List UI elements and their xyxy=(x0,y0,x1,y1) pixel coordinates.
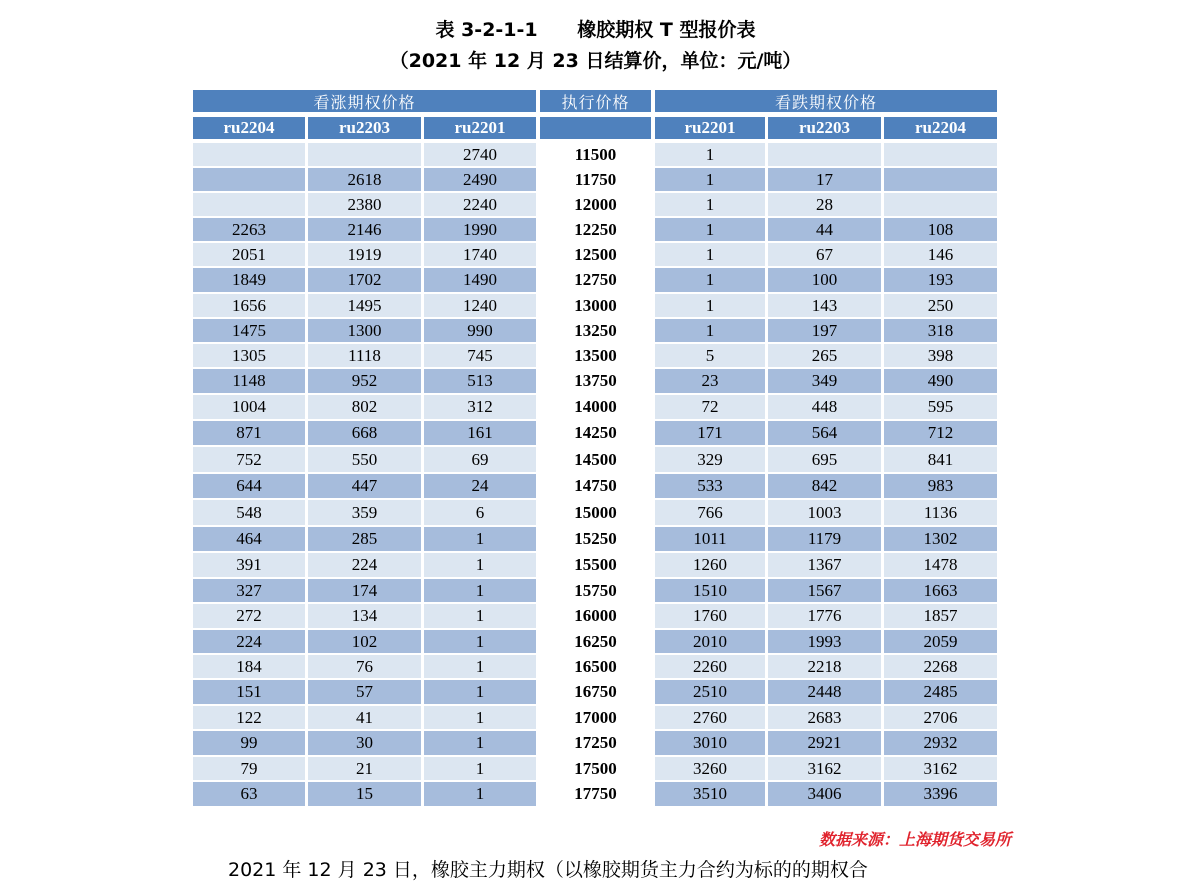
put-ru2203-cell: 44 xyxy=(768,218,881,241)
call-ru2201-cell: 1740 xyxy=(424,243,536,266)
call-ru2201-cell: 24 xyxy=(424,474,536,498)
call-ru2201-cell: 1990 xyxy=(424,218,536,241)
put-contract-header: ru2203 xyxy=(768,117,881,139)
call-ru2203-cell: 1118 xyxy=(308,344,421,367)
data-source-note: 数据来源：上海期货交易所 xyxy=(818,830,1011,849)
call-ru2201-cell: 1 xyxy=(424,731,536,755)
put-ru2204-cell: 2932 xyxy=(884,731,997,755)
call-ru2203-cell: 21 xyxy=(308,757,421,780)
put-ru2203-cell: 1367 xyxy=(768,553,881,577)
put-ru2204-cell: 2485 xyxy=(884,680,997,704)
put-ru2204-cell: 2268 xyxy=(884,655,997,678)
put-ru2201-cell: 1 xyxy=(655,268,765,292)
call-ru2201-cell: 69 xyxy=(424,447,536,472)
put-contract-header: ru2204 xyxy=(884,117,997,139)
table-row xyxy=(193,168,997,193)
call-ru2201-cell: 1 xyxy=(424,604,536,628)
strike-price-cell: 16000 xyxy=(540,604,651,628)
put-ru2203-cell: 349 xyxy=(768,369,881,393)
table-row xyxy=(193,757,997,782)
put-contract-header: ru2201 xyxy=(655,117,765,139)
strike-price-cell: 15250 xyxy=(540,527,651,551)
strike-price-cell: 17750 xyxy=(540,782,651,806)
call-ru2201-cell: 1 xyxy=(424,527,536,551)
put-ru2203-cell: 17 xyxy=(768,168,881,191)
call-ru2203-cell xyxy=(308,143,421,166)
table-row xyxy=(193,731,997,757)
put-ru2201-cell: 2010 xyxy=(655,630,765,653)
put-ru2203-cell: 3162 xyxy=(768,757,881,780)
put-ru2204-cell: 2059 xyxy=(884,630,997,653)
put-ru2204-cell xyxy=(884,193,997,216)
put-ru2201-cell: 1510 xyxy=(655,579,765,602)
call-ru2201-cell: 1 xyxy=(424,680,536,704)
put-ru2203-cell: 842 xyxy=(768,474,881,498)
put-ru2203-cell: 197 xyxy=(768,319,881,342)
call-ru2204-cell: 1004 xyxy=(193,395,305,419)
put-ru2201-cell: 766 xyxy=(655,500,765,525)
call-ru2203-cell: 224 xyxy=(308,553,421,577)
strike-price-cell: 14500 xyxy=(540,447,651,472)
put-ru2203-cell: 3406 xyxy=(768,782,881,806)
call-ru2201-cell: 2740 xyxy=(424,143,536,166)
strike-price-cell: 17250 xyxy=(540,731,651,755)
call-ru2203-cell: 41 xyxy=(308,706,421,729)
call-ru2203-cell: 1702 xyxy=(308,268,421,292)
table-row xyxy=(193,474,997,500)
table-row xyxy=(193,218,997,243)
call-ru2204-cell: 548 xyxy=(193,500,305,525)
call-ru2203-cell: 359 xyxy=(308,500,421,525)
strike-price-cell: 14750 xyxy=(540,474,651,498)
table-row xyxy=(193,680,997,706)
put-ru2201-cell: 1 xyxy=(655,168,765,191)
call-ru2204-cell: 327 xyxy=(193,579,305,602)
call-ru2204-cell: 2263 xyxy=(193,218,305,241)
call-ru2203-cell: 2618 xyxy=(308,168,421,191)
strike-price-cell: 11750 xyxy=(540,168,651,191)
put-ru2204-cell: 3162 xyxy=(884,757,997,780)
call-ru2201-cell: 1 xyxy=(424,655,536,678)
strike-price-cell: 16750 xyxy=(540,680,651,704)
strike-price-cell: 15500 xyxy=(540,553,651,577)
call-ru2203-cell: 1300 xyxy=(308,319,421,342)
table-row xyxy=(193,604,997,630)
table-row xyxy=(193,268,997,294)
strike-price-cell: 15000 xyxy=(540,500,651,525)
put-ru2203-cell: 1179 xyxy=(768,527,881,551)
call-ru2203-cell: 30 xyxy=(308,731,421,755)
put-ru2204-cell xyxy=(884,143,997,166)
table-row xyxy=(193,344,997,369)
call-ru2204-cell: 2051 xyxy=(193,243,305,266)
call-ru2201-cell: 1 xyxy=(424,630,536,653)
put-ru2201-cell: 1 xyxy=(655,218,765,241)
table-row xyxy=(193,782,997,808)
table-row xyxy=(193,243,997,268)
put-ru2204-cell: 1857 xyxy=(884,604,997,628)
put-ru2201-cell: 3510 xyxy=(655,782,765,806)
put-ru2203-cell: 1003 xyxy=(768,500,881,525)
strike-price-cell: 12500 xyxy=(540,243,651,266)
put-ru2204-cell: 3396 xyxy=(884,782,997,806)
put-ru2203-cell: 2921 xyxy=(768,731,881,755)
strike-price-cell: 17500 xyxy=(540,757,651,780)
put-ru2204-cell: 1478 xyxy=(884,553,997,577)
call-ru2203-cell: 285 xyxy=(308,527,421,551)
put-ru2203-cell: 28 xyxy=(768,193,881,216)
put-ru2201-cell: 329 xyxy=(655,447,765,472)
put-ru2201-cell: 533 xyxy=(655,474,765,498)
call-ru2204-cell: 391 xyxy=(193,553,305,577)
put-ru2204-cell: 146 xyxy=(884,243,997,266)
call-contract-header: ru2204 xyxy=(193,117,305,139)
call-ru2203-cell: 57 xyxy=(308,680,421,704)
call-ru2203-cell: 15 xyxy=(308,782,421,806)
call-ru2204-cell: 752 xyxy=(193,447,305,472)
call-ru2204-cell: 464 xyxy=(193,527,305,551)
body-paragraph: 2021 年 12 月 23 日，橡胶主力期权（以橡胶期货主力合约为标的的期权合 xyxy=(228,859,868,881)
put-ru2203-cell: 1993 xyxy=(768,630,881,653)
call-ru2201-cell: 990 xyxy=(424,319,536,342)
put-ru2204-cell: 318 xyxy=(884,319,997,342)
call-ru2204-cell: 224 xyxy=(193,630,305,653)
put-ru2201-cell: 1 xyxy=(655,243,765,266)
call-ru2204-cell: 871 xyxy=(193,421,305,445)
put-ru2203-cell: 1567 xyxy=(768,579,881,602)
put-ru2203-cell xyxy=(768,143,881,166)
put-ru2204-cell: 193 xyxy=(884,268,997,292)
put-ru2201-cell: 1760 xyxy=(655,604,765,628)
call-ru2204-cell: 1475 xyxy=(193,319,305,342)
put-ru2201-cell: 2760 xyxy=(655,706,765,729)
put-ru2201-cell: 171 xyxy=(655,421,765,445)
put-ru2204-cell: 490 xyxy=(884,369,997,393)
call-ru2203-cell: 2380 xyxy=(308,193,421,216)
call-ru2201-cell: 513 xyxy=(424,369,536,393)
strike-price-cell: 14250 xyxy=(540,421,651,445)
table-title: 表 3-2-1-1 橡胶期权 T 型报价表 xyxy=(435,19,756,41)
put-ru2204-cell: 1663 xyxy=(884,579,997,602)
strike-price-cell: 16500 xyxy=(540,655,651,678)
call-ru2204-cell: 79 xyxy=(193,757,305,780)
call-ru2204-cell: 99 xyxy=(193,731,305,755)
call-ru2201-cell: 6 xyxy=(424,500,536,525)
put-ru2204-cell: 1136 xyxy=(884,500,997,525)
strike-section-header: 执行价格 xyxy=(540,90,651,112)
call-contract-header: ru2201 xyxy=(424,117,536,139)
table-row xyxy=(193,447,997,474)
call-ru2203-cell: 447 xyxy=(308,474,421,498)
put-ru2203-cell: 2448 xyxy=(768,680,881,704)
table-row xyxy=(193,579,997,604)
put-ru2201-cell: 2260 xyxy=(655,655,765,678)
call-ru2201-cell: 1490 xyxy=(424,268,536,292)
put-ru2201-cell: 1 xyxy=(655,143,765,166)
call-ru2203-cell: 952 xyxy=(308,369,421,393)
strike-price-cell: 13000 xyxy=(540,294,651,317)
call-ru2204-cell xyxy=(193,193,305,216)
put-section-header: 看跌期权价格 xyxy=(655,90,997,112)
put-ru2201-cell: 3010 xyxy=(655,731,765,755)
call-section-header: 看涨期权价格 xyxy=(193,90,536,112)
call-ru2204-cell: 151 xyxy=(193,680,305,704)
call-ru2201-cell: 1 xyxy=(424,782,536,806)
table-row xyxy=(193,553,997,579)
put-ru2203-cell: 695 xyxy=(768,447,881,472)
call-ru2203-cell: 174 xyxy=(308,579,421,602)
put-ru2204-cell: 983 xyxy=(884,474,997,498)
table-row xyxy=(193,500,997,527)
put-ru2201-cell: 2510 xyxy=(655,680,765,704)
table-row xyxy=(193,193,997,218)
put-ru2203-cell: 67 xyxy=(768,243,881,266)
strike-price-cell: 13750 xyxy=(540,369,651,393)
call-ru2201-cell: 2240 xyxy=(424,193,536,216)
table-row xyxy=(193,369,997,395)
call-ru2204-cell: 1305 xyxy=(193,344,305,367)
call-ru2201-cell: 161 xyxy=(424,421,536,445)
put-ru2203-cell: 448 xyxy=(768,395,881,419)
put-ru2201-cell: 1260 xyxy=(655,553,765,577)
call-ru2201-cell: 1 xyxy=(424,553,536,577)
table-row xyxy=(193,395,997,421)
put-ru2204-cell xyxy=(884,168,997,191)
put-ru2203-cell: 1776 xyxy=(768,604,881,628)
table-row xyxy=(193,706,997,731)
strike-price-cell: 12250 xyxy=(540,218,651,241)
put-ru2201-cell: 1 xyxy=(655,193,765,216)
put-ru2203-cell: 265 xyxy=(768,344,881,367)
put-ru2204-cell: 712 xyxy=(884,421,997,445)
call-contract-header: ru2203 xyxy=(308,117,421,139)
put-ru2204-cell: 250 xyxy=(884,294,997,317)
call-ru2201-cell: 1 xyxy=(424,706,536,729)
put-ru2203-cell: 564 xyxy=(768,421,881,445)
put-ru2203-cell: 2683 xyxy=(768,706,881,729)
strike-price-cell: 16250 xyxy=(540,630,651,653)
table-row xyxy=(193,319,997,344)
strike-price-cell: 12000 xyxy=(540,193,651,216)
call-ru2204-cell: 1656 xyxy=(193,294,305,317)
call-ru2203-cell: 1919 xyxy=(308,243,421,266)
put-ru2201-cell: 72 xyxy=(655,395,765,419)
strike-price-cell: 11500 xyxy=(540,143,651,166)
call-ru2203-cell: 1495 xyxy=(308,294,421,317)
put-ru2201-cell: 1011 xyxy=(655,527,765,551)
put-ru2204-cell: 841 xyxy=(884,447,997,472)
put-ru2201-cell: 5 xyxy=(655,344,765,367)
call-ru2204-cell xyxy=(193,143,305,166)
call-ru2203-cell: 102 xyxy=(308,630,421,653)
put-ru2204-cell: 1302 xyxy=(884,527,997,551)
call-ru2201-cell: 1 xyxy=(424,579,536,602)
call-ru2203-cell: 550 xyxy=(308,447,421,472)
put-ru2204-cell: 2706 xyxy=(884,706,997,729)
call-ru2203-cell: 2146 xyxy=(308,218,421,241)
table-row xyxy=(193,143,997,168)
table-row xyxy=(193,294,997,319)
put-ru2201-cell: 1 xyxy=(655,319,765,342)
call-ru2204-cell: 1148 xyxy=(193,369,305,393)
call-ru2204-cell: 644 xyxy=(193,474,305,498)
strike-price-cell: 12750 xyxy=(540,268,651,292)
strike-price-cell: 13250 xyxy=(540,319,651,342)
put-ru2203-cell: 100 xyxy=(768,268,881,292)
call-ru2201-cell: 1 xyxy=(424,757,536,780)
table-row xyxy=(193,630,997,655)
strike-price-cell: 13500 xyxy=(540,344,651,367)
call-ru2204-cell: 272 xyxy=(193,604,305,628)
call-ru2204-cell: 122 xyxy=(193,706,305,729)
call-ru2201-cell: 745 xyxy=(424,344,536,367)
table-subtitle: （2021 年 12 月 23 日结算价，单位：元/吨） xyxy=(389,50,802,72)
table-row xyxy=(193,527,997,553)
call-ru2201-cell: 2490 xyxy=(424,168,536,191)
call-ru2204-cell: 1849 xyxy=(193,268,305,292)
call-ru2203-cell: 668 xyxy=(308,421,421,445)
strike-price-cell: 14000 xyxy=(540,395,651,419)
table-row xyxy=(193,421,997,447)
put-ru2203-cell: 143 xyxy=(768,294,881,317)
strike-price-cell: 15750 xyxy=(540,579,651,602)
call-ru2204-cell: 184 xyxy=(193,655,305,678)
table-row xyxy=(193,655,997,680)
call-ru2203-cell: 76 xyxy=(308,655,421,678)
call-ru2203-cell: 802 xyxy=(308,395,421,419)
put-ru2201-cell: 23 xyxy=(655,369,765,393)
put-ru2204-cell: 595 xyxy=(884,395,997,419)
call-ru2201-cell: 312 xyxy=(424,395,536,419)
call-ru2201-cell: 1240 xyxy=(424,294,536,317)
put-ru2201-cell: 3260 xyxy=(655,757,765,780)
put-ru2204-cell: 398 xyxy=(884,344,997,367)
put-ru2201-cell: 1 xyxy=(655,294,765,317)
call-ru2204-cell xyxy=(193,168,305,191)
call-ru2204-cell: 63 xyxy=(193,782,305,806)
put-ru2203-cell: 2218 xyxy=(768,655,881,678)
call-ru2203-cell: 134 xyxy=(308,604,421,628)
strike-price-cell: 17000 xyxy=(540,706,651,729)
put-ru2204-cell: 108 xyxy=(884,218,997,241)
